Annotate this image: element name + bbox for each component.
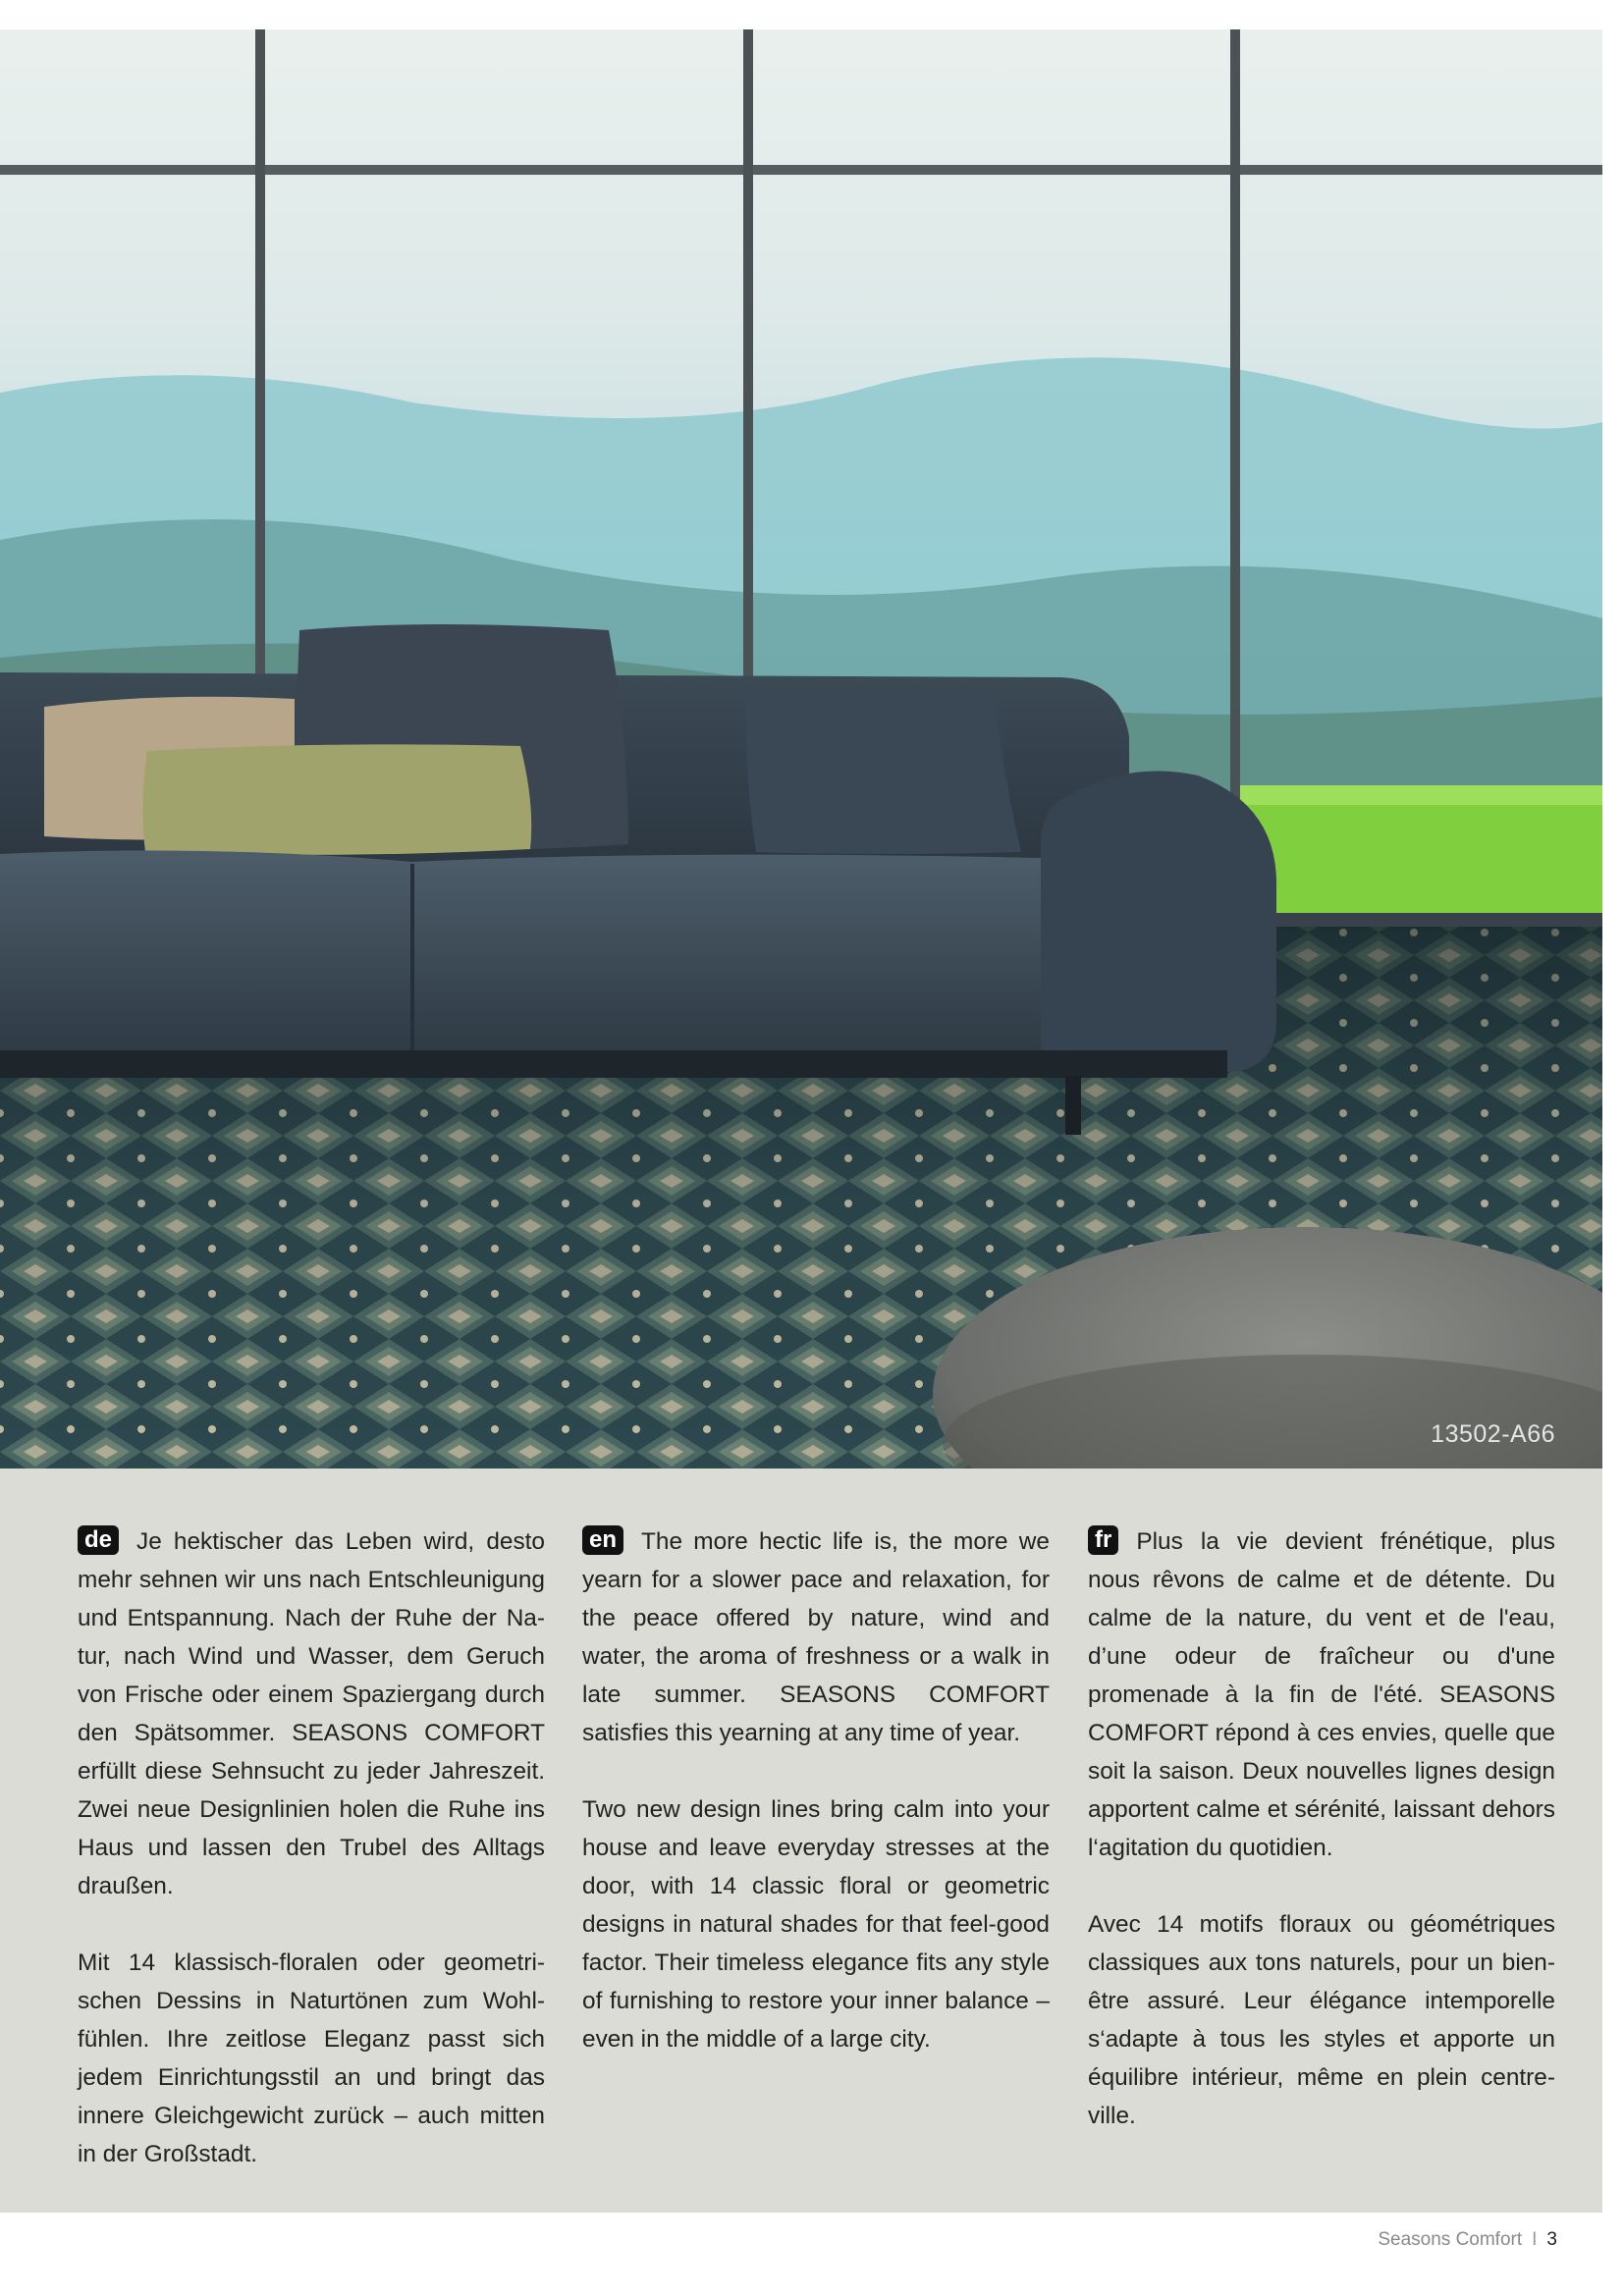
column-german bbox=[78, 1522, 545, 2173]
page-number: 3 bbox=[1546, 2229, 1557, 2250]
german-paragraph-1 bbox=[78, 1522, 545, 1905]
hero-photo bbox=[0, 29, 1602, 1468]
footer-brand: Seasons Comfort bbox=[1378, 2229, 1523, 2250]
german-paragraph-2: Mit 14 klassisch-floralen oder geometrischen Dessins in Naturtönen zum Wohlfühlen. Ihre zeitlose Eleganz passt sich jedem Einrichtungsstil an und bringt das innere Gleichgewicht zurück – auch mitten in der Großstadt. bbox=[78, 1949, 545, 2167]
language-badge-de: de bbox=[78, 1525, 119, 1555]
german-paragraph-1-text: Je hektischer das Leben wird, desto mehr sehnen wir uns nach Entschleunigung und Entspannung. Nach der Ruhe der Natur, nach Wind und Wasser, dem Geruch von Frische oder einem Spaziergang durch den Spätsommer. SEASONS COMFORT erfüllt diese Sehnsucht zu jeder Jahreszeit. Zwei neue Designlinien holen die Ruhe ins Haus und lassen den Trubel des Alltags draußen. bbox=[78, 1528, 545, 1899]
language-badge-fr: fr bbox=[1088, 1525, 1118, 1555]
english-paragraph-1-text: The more hectic life is, the more we yearn for a slower pace and relaxation, for the peace offered by nature, wind and water, the aroma of freshness or a walk in late summer. SEASONS COMFORT satisfies this yearning at any time of year. bbox=[582, 1528, 1050, 1746]
language-badge-en: en bbox=[582, 1525, 623, 1555]
english-paragraph-2: Two new design lines bring calm into your house and leave everyday stresses at the door, with 14 classic floral or geometric designs in natural shades for that feel-good factor. Their timeless elegance fits any style of furnishing to restore your inner balance – even in the middle of a large city. bbox=[582, 1796, 1050, 2053]
living-room-illustration bbox=[0, 29, 1602, 1468]
footer-separator: I bbox=[1532, 2229, 1538, 2250]
text-panel bbox=[0, 1468, 1602, 2213]
product-code-caption: 13502-A66 bbox=[1431, 1420, 1555, 1448]
column-french bbox=[1088, 1522, 1555, 2135]
column-english bbox=[582, 1522, 1050, 2058]
french-paragraph-2: Avec 14 motifs floraux ou géométriques classiques aux tons naturels, pour un bien-être assuré. Leur élégance intemporelle s‘adapte à tous les styles et apporte un équilibre intérieur, même en plein centre-ville. bbox=[1088, 1911, 1555, 2129]
page-footer bbox=[1378, 2229, 1557, 2251]
french-paragraph-1 bbox=[1088, 1522, 1555, 1867]
english-paragraph-1 bbox=[582, 1522, 1050, 1752]
french-paragraph-1-text: Plus la vie devient frénétique, plus nous rêvons de calme et de détente. Du calme de la nature, du vent et de l'eau, d’une odeur de fraîcheur ou d'une promenade à la fin de l'été. SEASONS COMFORT répond à ces envies, quelle que soit la saison. Deux nouvelles lignes design apportent calme et sérénité, laissant dehors l‘agitation du quotidien. bbox=[1088, 1528, 1555, 1861]
